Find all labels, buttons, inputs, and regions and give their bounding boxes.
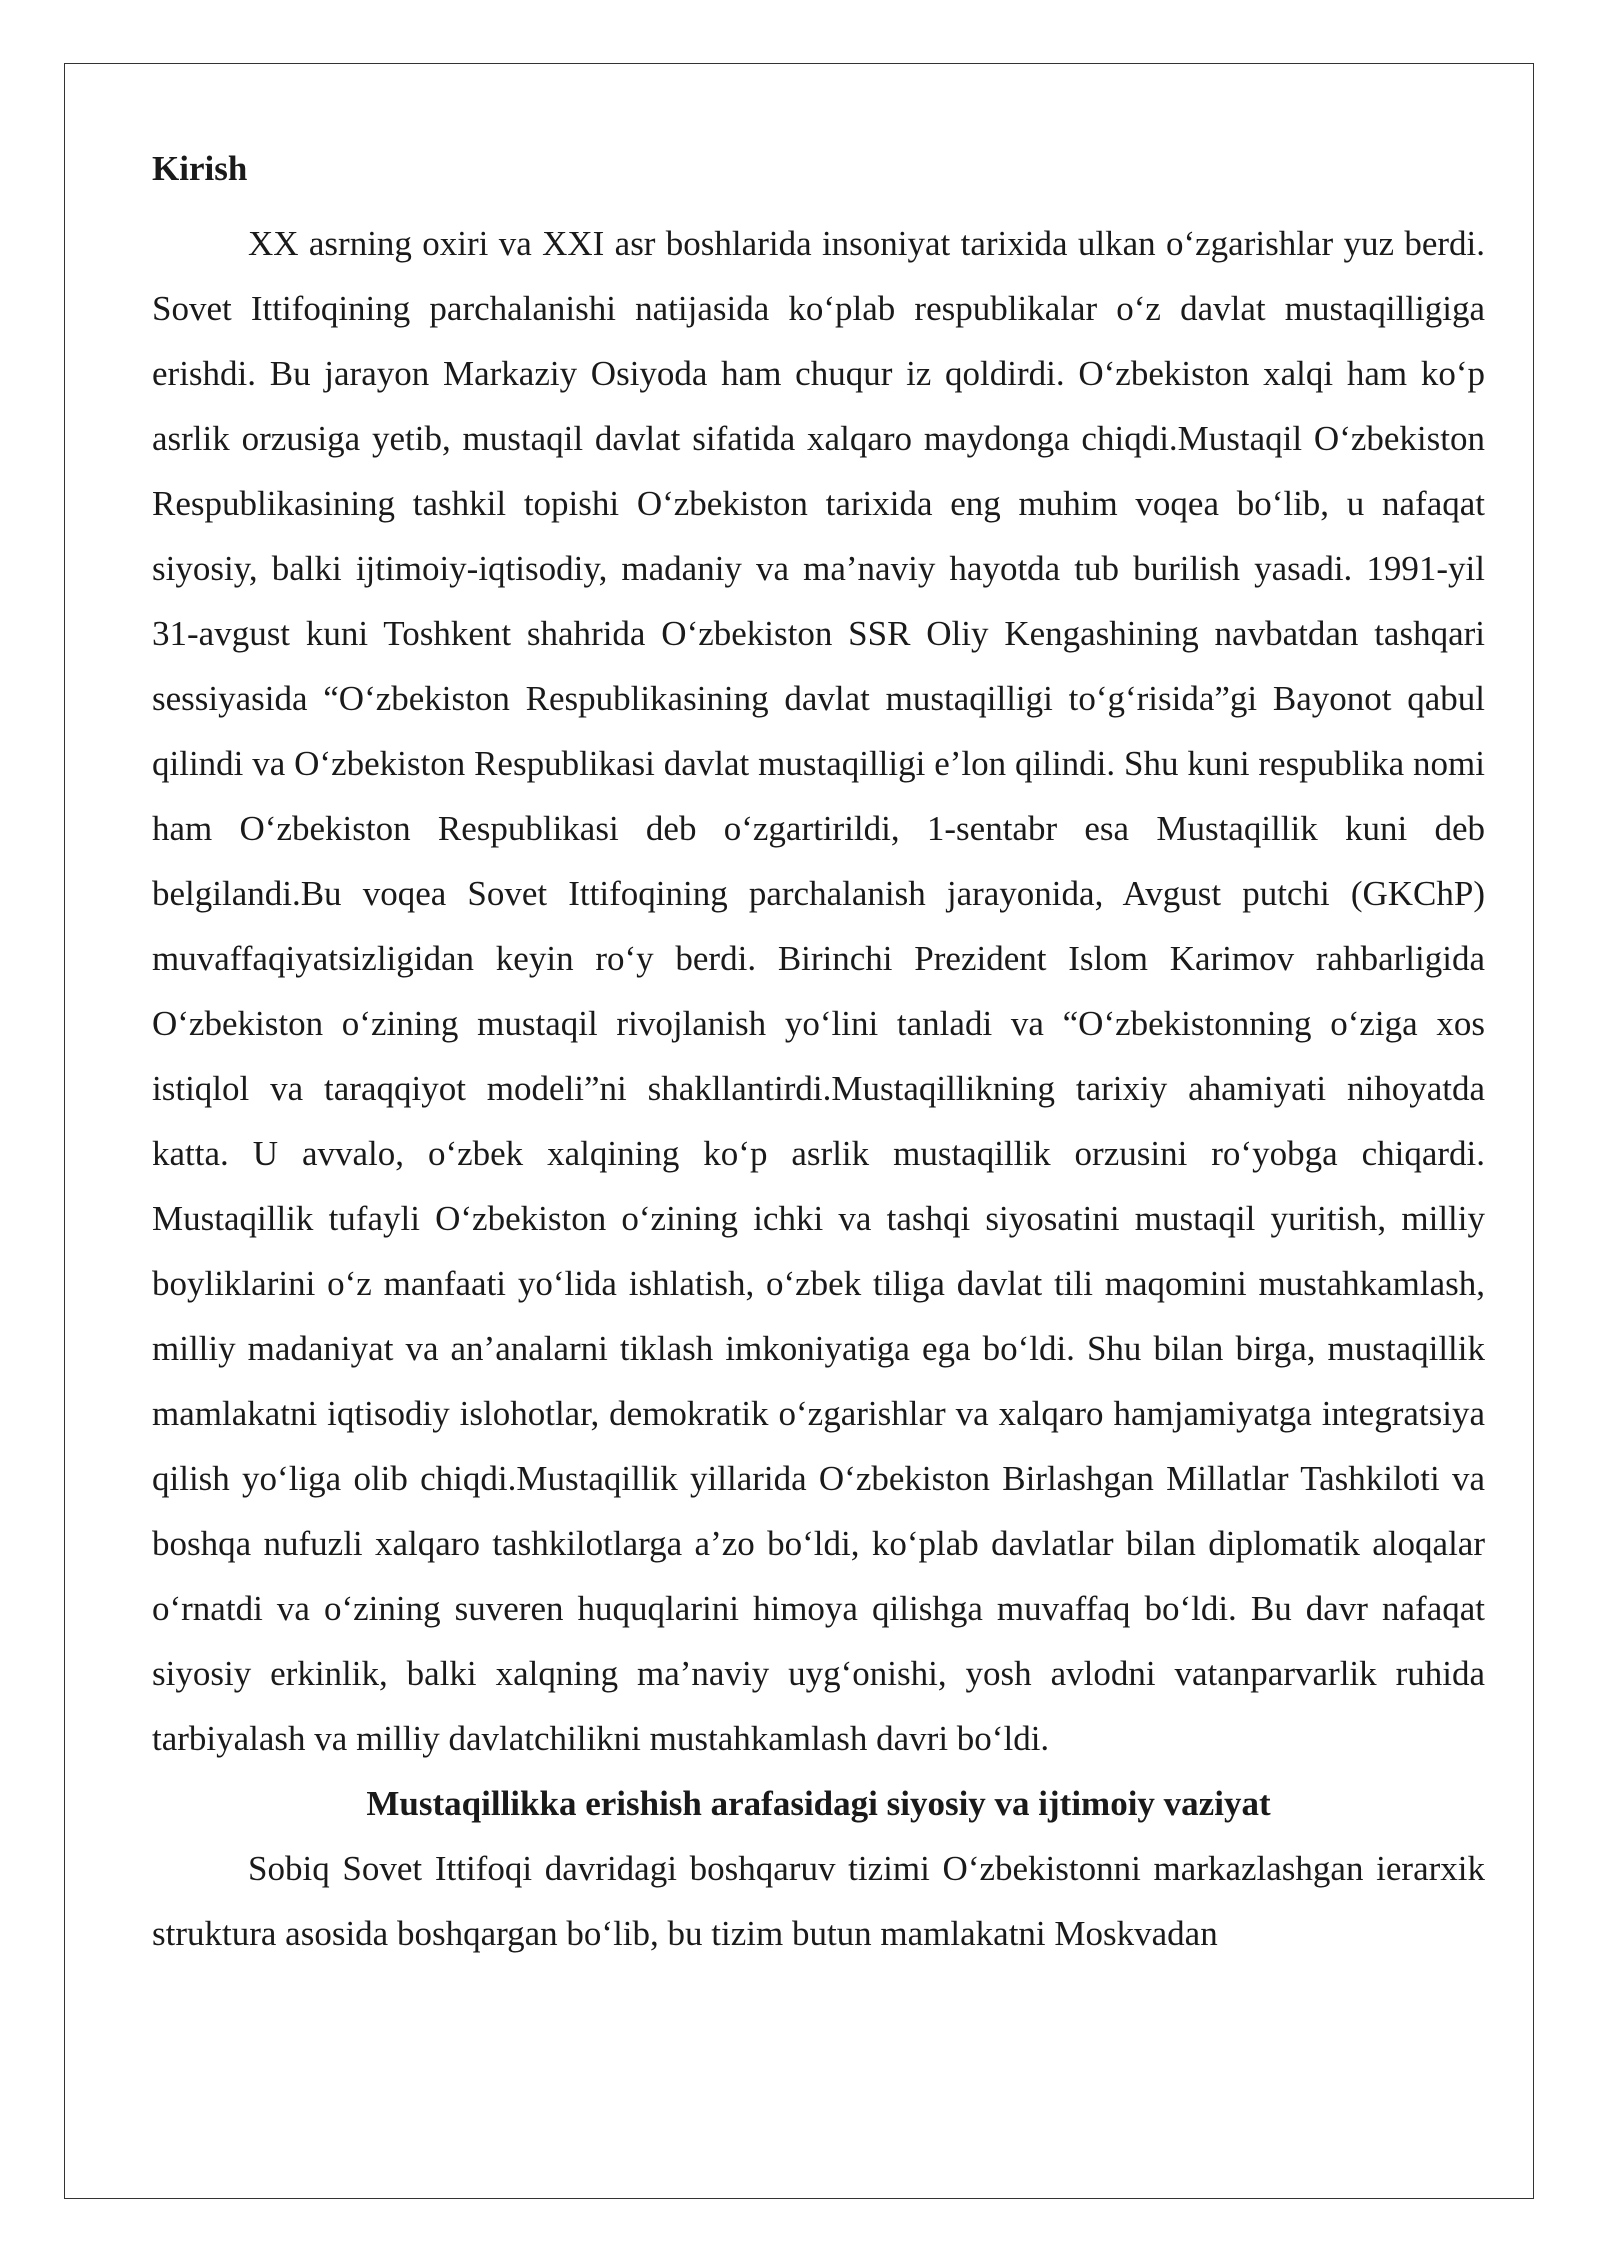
- intro-paragraph: XX asrning oxiri va XXI asr boshlarida insoniyat tarixida ulkan o‘zgarishlar yuz berdi. Sovet Ittifoqining parchalanishi natijasida ko‘plab respublikalar o‘z davlat mustaqilligiga erishdi. Bu jarayon Markaziy Osiyoda ham chuqur iz qoldirdi. O‘zbekiston xalqi ham ko‘p asrlik orzusiga yetib, mustaqil davlat sifatida xalqaro maydonga chiqdi.Mustaqil O‘zbekiston Respublikasining tashkil topishi O‘zbekiston tarixida eng muhim voqea bo‘lib, u nafaqat siyosiy, balki ijtimoiy-iqtisodiy, madaniy va ma’naviy hayotda tub burilish yasadi. 1991-yil 31-avgust kuni Toshkent shahrida O‘zbekiston SSR Oliy Kengashining navbatdan tashqari sessiyasida “O‘zbekiston Respublikasining davlat mustaqilligi to‘g‘risida”gi Bayonot qabul qilindi va O‘zbekiston Respublikasi davlat mustaqilligi e’lon qilindi. Shu kuni respublika nomi ham O‘zbekiston Respublikasi deb o‘zgartirildi, 1-sentabr esa Mustaqillik kuni deb belgilandi.Bu voqea Sovet Ittifoqining parchalanish jarayonida, Avgust putchi (GKChP) muvaffaqiyatsizligidan keyin ro‘y berdi. Birinchi Prezident Islom Karimov rahbarligida O‘zbekiston o‘zining mustaqil rivojlanish yo‘lini tanladi va “O‘zbekistonning o‘ziga xos istiqlol va taraqqiyot modeli”ni shakllantirdi.Mustaqillikning tarixiy ahamiyati nihoyatda katta. U avvalo, o‘zbek xalqining ko‘p asrlik mustaqillik orzusini ro‘yobga chiqardi. Mustaqillik tufayli O‘zbekiston o‘zining ichki va tashqi siyosatini mustaqil yuritish, milliy boyliklarini o‘z manfaati yo‘lida ishlatish, o‘zbek tiliga davlat tili maqomini mustahkamlash, milliy madaniyat va an’analarni tiklash imkoniyatiga ega bo‘ldi. Shu bilan birga, mustaqillik mamlakatni iqtisodiy islohotlar, demokratik o‘zgarishlar va xalqaro hamjamiyatga integratsiya qilish yo‘liga olib chiqdi.Mustaqillik yillarida O‘zbekiston Birlashgan Millatlar Tashkiloti va boshqa nufuzli xalqaro tashkilotlarga a’zo bo‘ldi, ko‘plab davlatlar bilan diplomatik aloqalar o‘rnatdi va o‘zining suveren huquqlarini himoya qilishga muvaffaq bo‘ldi. Bu davr nafaqat siyosiy erkinlik, balki xalqning ma’naviy uyg‘onishi, yosh avlodni vatanparvarlik ruhida tarbiyalash va milliy davlatchilikni mustahkamlash davri bo‘ldi.: [152, 224, 1485, 1758]
- section-heading: Mustaqillikka erishish arafasidagi siyosiy va ijtimoiy vaziyat: [366, 1784, 1271, 1823]
- intro-heading: Kirish: [152, 149, 248, 188]
- section-paragraph: Sobiq Sovet Ittifoqi davridagi boshqaruv tizimi O‘zbekistonni markazlashgan ierarxik struktura asosida boshqargan bo‘lib, bu tizim butun mamlakatni Moskvadan: [152, 1849, 1485, 1953]
- document-body: [152, 146, 1485, 1966]
